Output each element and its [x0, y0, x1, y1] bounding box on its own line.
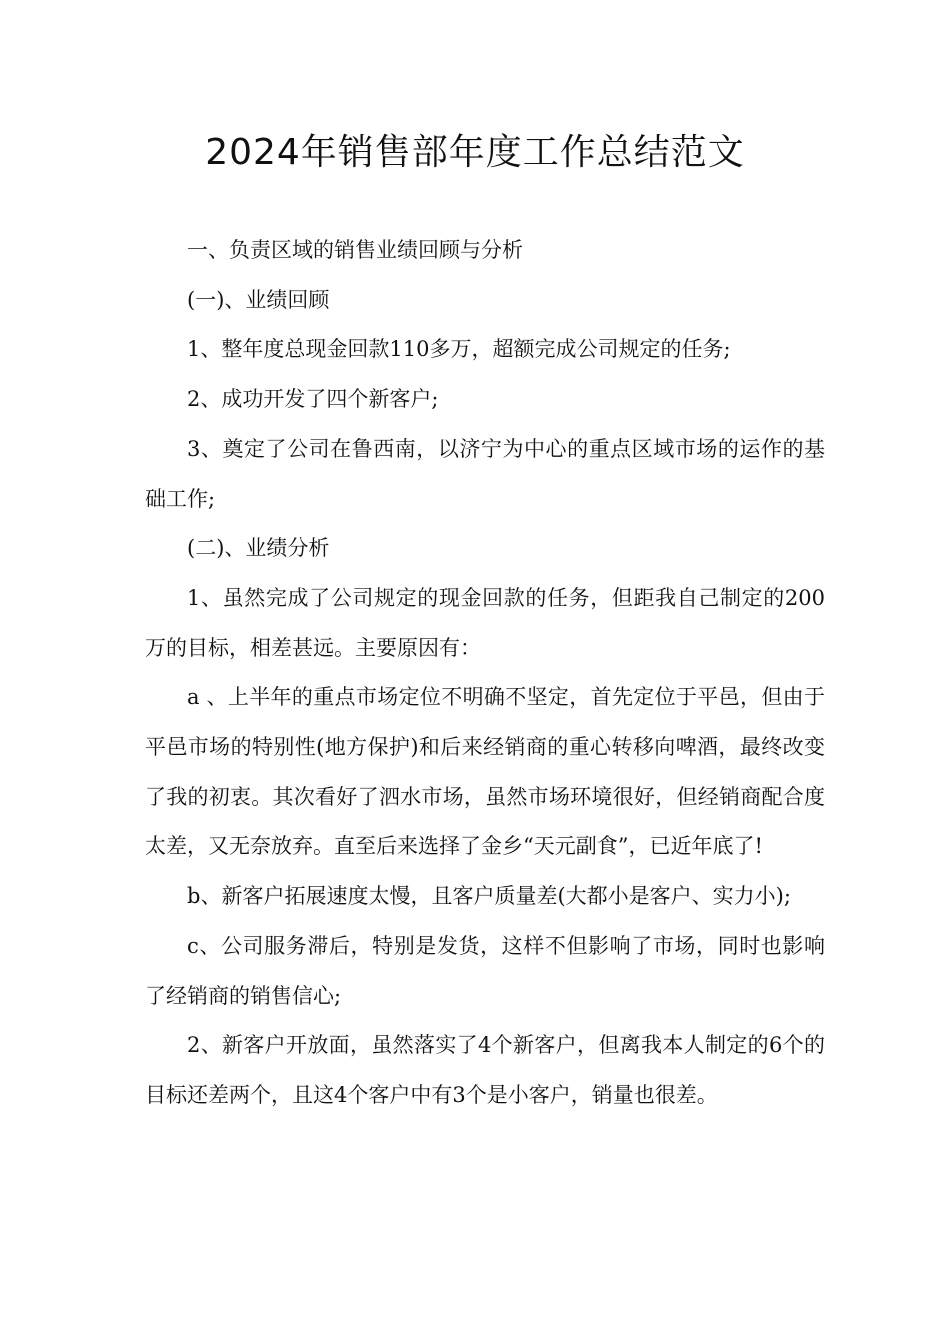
paragraph: c、公司服务滞后，特别是发货，这样不但影响了市场，同时也影响了经销商的销售信心; [145, 933, 825, 1008]
document-title: 2024年销售部年度工作总结范文 [205, 132, 745, 173]
section-heading: 一、负责区域的销售业绩回顾与分析 [187, 238, 523, 262]
subsection-heading: (二)、业绩分析 [187, 536, 330, 561]
subsection-heading: (一)、业绩回顾 [187, 287, 330, 312]
paragraph: 2、新客户开放面，虽然落实了4个新客户，但离我本人制定的6个的目标还差两个，且这4个客户中有3个是小客户，销量也很差。 [145, 1033, 825, 1107]
paragraph: 2、成功开发了四个新客户; [187, 387, 439, 412]
document-body [145, 226, 825, 1121]
paragraph: 1、整年度总现金回款110多万，超额完成公司规定的任务; [187, 337, 731, 362]
paragraph: b、新客户拓展速度太慢，且客户质量差(大都小是客户、实力小); [187, 884, 791, 909]
paragraph: 1、虽然完成了公司规定的现金回款的任务，但距我自己制定的200万的目标，相差甚远。主要原因有： [145, 585, 825, 660]
paragraph: 3、奠定了公司在鲁西南，以济宁为中心的重点区域市场的运作的基础工作; [145, 436, 825, 511]
paragraph: a 、上半年的重点市场定位不明确不坚定，首先定位于平邑，但由于平邑市场的特别性(地方保护)和后来经销商的重心转移向啤酒，最终改变了我的初衷。其次看好了泗水市场，虽然市场环境很好，但经销商配合度太差，又无奈放弃。直至后来选择了金乡“天元副食”，已近年底了! [145, 685, 825, 859]
